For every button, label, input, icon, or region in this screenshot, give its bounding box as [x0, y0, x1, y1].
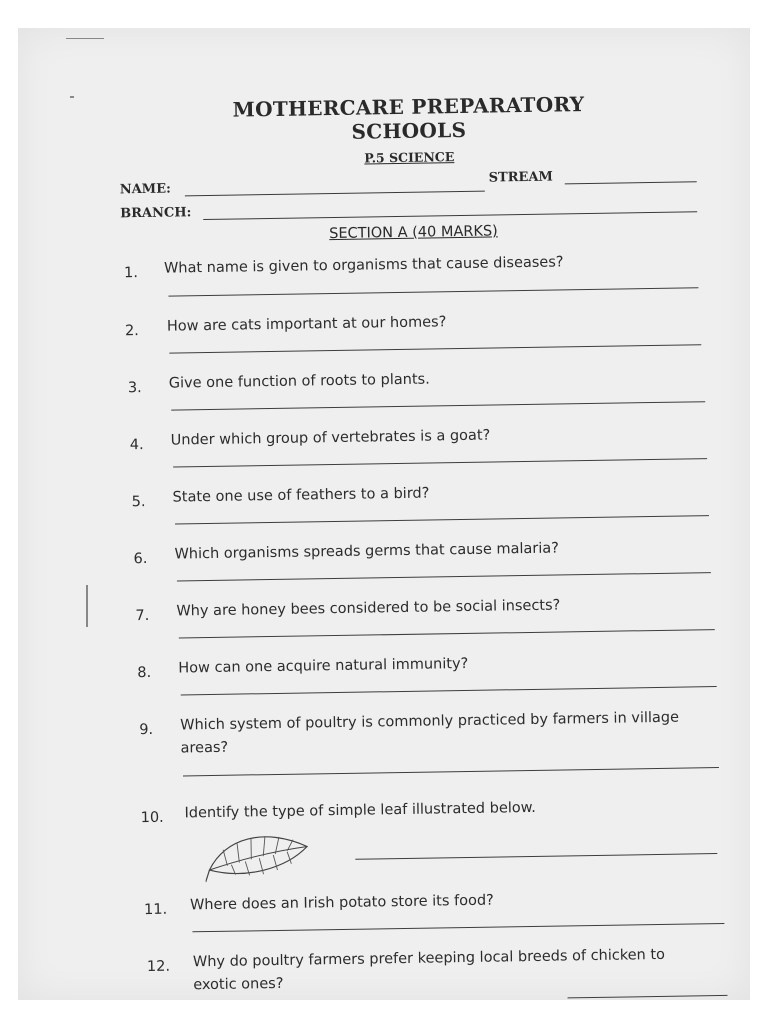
answer-line[interactable] — [168, 287, 698, 296]
question-number: 5. — [131, 493, 146, 511]
branch-field[interactable] — [203, 211, 697, 220]
question-number: 3. — [127, 380, 142, 397]
question-text: Which organisms spreads germs that cause malaria? — [174, 540, 560, 563]
question-text: Why are honey bees considered to be social insects? — [176, 597, 561, 620]
question-number: 10. — [140, 809, 164, 827]
subject-title: P.5 SCIENCE — [364, 149, 455, 166]
answer-line[interactable] — [568, 995, 728, 999]
question-number: 11. — [143, 901, 168, 919]
question-text: Why do poultry farmers prefer keeping local breeds of chicken to exotic ones? — [192, 946, 666, 994]
name-field[interactable] — [185, 191, 485, 197]
answer-line[interactable] — [179, 629, 715, 638]
answer-line[interactable] — [169, 344, 701, 353]
question-number: 1. — [123, 265, 139, 282]
question-text: What name is given to organisms that cause diseases? — [163, 254, 564, 277]
answer-line[interactable] — [171, 401, 705, 410]
section-heading: SECTION A (40 MARKS) — [329, 223, 498, 243]
question-number: 4. — [129, 437, 144, 454]
answer-line[interactable] — [175, 515, 709, 524]
simple-leaf-illustration-icon — [205, 816, 316, 888]
question-number: 12. — [146, 958, 171, 976]
question-text: How are cats important at our homes? — [166, 314, 447, 335]
answer-line[interactable] — [181, 686, 717, 695]
question-text: Identify the type of simple leaf illustrated below. — [184, 799, 536, 822]
question-text: Where does an Irish potato store its food? — [189, 892, 494, 914]
answer-line[interactable] — [355, 853, 717, 860]
question-text: How can one acquire natural immunity? — [178, 655, 469, 677]
stream-label: STREAM — [488, 169, 554, 186]
question-number: 2. — [124, 323, 139, 340]
school-title: MOTHERCARE PREPARATORY SCHOOLS — [232, 92, 585, 144]
answer-line[interactable] — [177, 572, 711, 581]
name-label: NAME: — [119, 181, 171, 198]
question-number: 8. — [137, 664, 152, 682]
answer-line[interactable] — [183, 767, 719, 776]
question-number: 7. — [135, 607, 150, 625]
question-text: Which system of poultry is commonly practiced by farmers in village areas? — [180, 709, 680, 757]
question-number: 9. — [139, 721, 154, 739]
answer-line[interactable] — [192, 923, 724, 932]
answer-line[interactable] — [173, 458, 707, 467]
question-text: Give one function of roots to plants. — [168, 371, 430, 392]
branch-label: BRANCH: — [120, 205, 192, 222]
question-number: 6. — [133, 550, 148, 568]
question-text: Under which group of vertebrates is a goat? — [170, 427, 491, 449]
stream-field[interactable] — [565, 181, 697, 184]
question-text: State one use of feathers to a bird? — [172, 485, 430, 506]
